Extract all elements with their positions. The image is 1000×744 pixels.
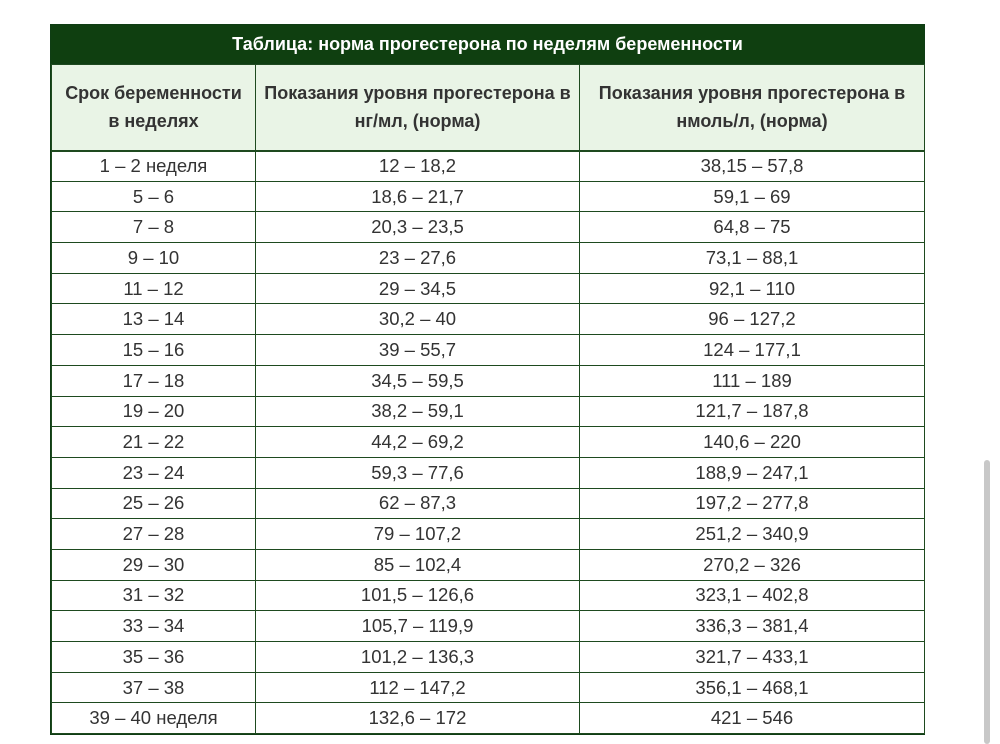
table-row bbox=[52, 396, 925, 427]
cell-ng-ml: 29 – 34,5 bbox=[256, 273, 580, 304]
scrollbar[interactable] bbox=[984, 460, 990, 744]
table-row bbox=[52, 365, 925, 396]
cell-nmol-l: 197,2 – 277,8 bbox=[580, 488, 925, 519]
table-row bbox=[52, 427, 925, 458]
cell-ng-ml: 132,6 – 172 bbox=[256, 703, 580, 734]
cell-weeks: 37 – 38 bbox=[52, 672, 256, 703]
cell-ng-ml: 20,3 – 23,5 bbox=[256, 212, 580, 243]
cell-ng-ml: 12 – 18,2 bbox=[256, 151, 580, 182]
cell-weeks: 11 – 12 bbox=[52, 273, 256, 304]
cell-nmol-l: 140,6 – 220 bbox=[580, 427, 925, 458]
cell-ng-ml: 79 – 107,2 bbox=[256, 519, 580, 550]
cell-ng-ml: 101,2 – 136,3 bbox=[256, 642, 580, 673]
cell-weeks: 21 – 22 bbox=[52, 427, 256, 458]
cell-ng-ml: 23 – 27,6 bbox=[256, 243, 580, 274]
cell-ng-ml: 85 – 102,4 bbox=[256, 549, 580, 580]
cell-ng-ml: 101,5 – 126,6 bbox=[256, 580, 580, 611]
table-row bbox=[52, 151, 925, 182]
table-row bbox=[52, 642, 925, 673]
table-row bbox=[52, 611, 925, 642]
cell-weeks: 15 – 16 bbox=[52, 335, 256, 366]
cell-nmol-l: 73,1 – 88,1 bbox=[580, 243, 925, 274]
cell-nmol-l: 321,7 – 433,1 bbox=[580, 642, 925, 673]
cell-nmol-l: 188,9 – 247,1 bbox=[580, 457, 925, 488]
table-row bbox=[52, 703, 925, 734]
table-row bbox=[52, 304, 925, 335]
cell-weeks: 5 – 6 bbox=[52, 181, 256, 212]
cell-weeks: 33 – 34 bbox=[52, 611, 256, 642]
table-row bbox=[52, 212, 925, 243]
data-table bbox=[51, 64, 925, 734]
table-row bbox=[52, 580, 925, 611]
cell-nmol-l: 96 – 127,2 bbox=[580, 304, 925, 335]
cell-nmol-l: 59,1 – 69 bbox=[580, 181, 925, 212]
cell-weeks: 13 – 14 bbox=[52, 304, 256, 335]
cell-ng-ml: 59,3 – 77,6 bbox=[256, 457, 580, 488]
cell-ng-ml: 62 – 87,3 bbox=[256, 488, 580, 519]
cell-weeks: 1 – 2 неделя bbox=[52, 151, 256, 182]
cell-weeks: 27 – 28 bbox=[52, 519, 256, 550]
cell-ng-ml: 18,6 – 21,7 bbox=[256, 181, 580, 212]
cell-nmol-l: 124 – 177,1 bbox=[580, 335, 925, 366]
cell-weeks: 31 – 32 bbox=[52, 580, 256, 611]
cell-nmol-l: 270,2 – 326 bbox=[580, 549, 925, 580]
cell-ng-ml: 39 – 55,7 bbox=[256, 335, 580, 366]
cell-weeks: 29 – 30 bbox=[52, 549, 256, 580]
cell-ng-ml: 34,5 – 59,5 bbox=[256, 365, 580, 396]
cell-weeks: 7 – 8 bbox=[52, 212, 256, 243]
cell-nmol-l: 251,2 – 340,9 bbox=[580, 519, 925, 550]
header-row bbox=[52, 65, 925, 151]
cell-nmol-l: 92,1 – 110 bbox=[580, 273, 925, 304]
table-row bbox=[52, 273, 925, 304]
cell-weeks: 23 – 24 bbox=[52, 457, 256, 488]
table-row bbox=[52, 519, 925, 550]
table-title: Таблица: норма прогестерона по неделям беременности bbox=[51, 25, 924, 64]
cell-ng-ml: 105,7 – 119,9 bbox=[256, 611, 580, 642]
cell-ng-ml: 112 – 147,2 bbox=[256, 672, 580, 703]
table-row bbox=[52, 549, 925, 580]
table-row bbox=[52, 243, 925, 274]
progesterone-table bbox=[50, 24, 925, 735]
table-row bbox=[52, 488, 925, 519]
cell-ng-ml: 44,2 – 69,2 bbox=[256, 427, 580, 458]
cell-weeks: 17 – 18 bbox=[52, 365, 256, 396]
table-row bbox=[52, 335, 925, 366]
header-nmol-l: Показания уровня прогестерона в нмоль/л, (норма) bbox=[580, 65, 925, 151]
cell-ng-ml: 30,2 – 40 bbox=[256, 304, 580, 335]
cell-nmol-l: 421 – 546 bbox=[580, 703, 925, 734]
cell-weeks: 39 – 40 неделя bbox=[52, 703, 256, 734]
cell-weeks: 25 – 26 bbox=[52, 488, 256, 519]
cell-weeks: 19 – 20 bbox=[52, 396, 256, 427]
cell-nmol-l: 64,8 – 75 bbox=[580, 212, 925, 243]
table-row bbox=[52, 457, 925, 488]
table-row bbox=[52, 181, 925, 212]
cell-weeks: 9 – 10 bbox=[52, 243, 256, 274]
cell-nmol-l: 356,1 – 468,1 bbox=[580, 672, 925, 703]
header-weeks: Срок беременности в неделях bbox=[52, 65, 256, 151]
cell-nmol-l: 111 – 189 bbox=[580, 365, 925, 396]
cell-weeks: 35 – 36 bbox=[52, 642, 256, 673]
cell-ng-ml: 38,2 – 59,1 bbox=[256, 396, 580, 427]
cell-nmol-l: 38,15 – 57,8 bbox=[580, 151, 925, 182]
table-row bbox=[52, 672, 925, 703]
table-body bbox=[52, 151, 925, 734]
cell-nmol-l: 323,1 – 402,8 bbox=[580, 580, 925, 611]
header-ng-ml: Показания уровня прогестерона в нг/мл, (норма) bbox=[256, 65, 580, 151]
cell-nmol-l: 336,3 – 381,4 bbox=[580, 611, 925, 642]
cell-nmol-l: 121,7 – 187,8 bbox=[580, 396, 925, 427]
